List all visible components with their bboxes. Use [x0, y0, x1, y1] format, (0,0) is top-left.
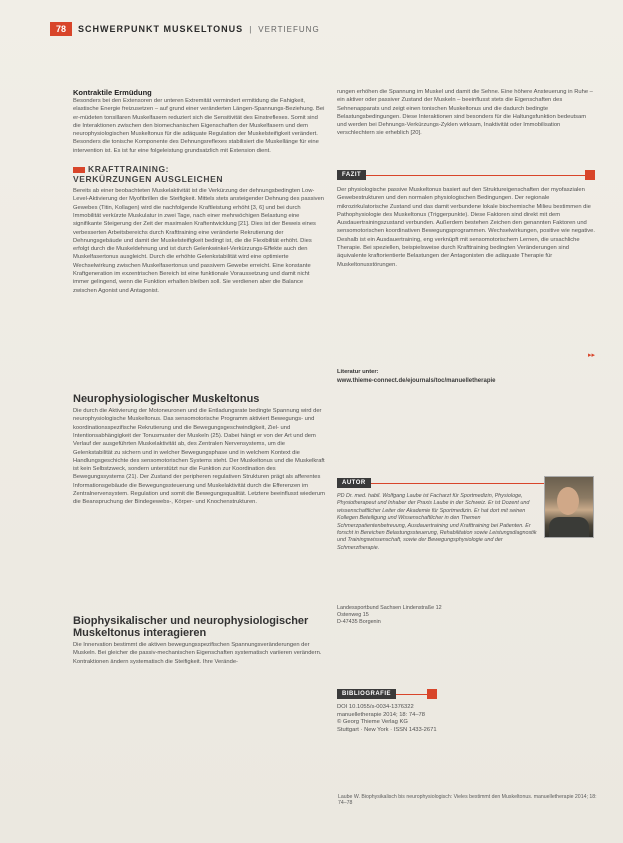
author-photo: [544, 476, 594, 538]
kraft-heading-2: VERKÜRZUNGEN AUSGLEICHEN: [73, 174, 224, 185]
fazit-marker: [585, 170, 595, 180]
kraft-heading: [73, 164, 326, 184]
page-header: [50, 22, 320, 36]
kraft-marker: [73, 167, 85, 173]
author-address-1: Landessportbund Sachsen Lindenstraße 12: [337, 605, 442, 611]
bio-heading-1: Biophysikalischer und neurophysiologischer: [73, 615, 309, 628]
arrow-icon: ▸▸: [587, 352, 595, 359]
kontraktile-heading: Kontraktile Ermüdung: [73, 88, 152, 97]
subsection-title: VERTIEFUNG: [258, 24, 320, 34]
left-column: [73, 88, 326, 778]
right-column: [337, 88, 595, 170]
footer-citation: Laube W. Biophysikalisch bis neurophysiologisch: Vieles bestimmt den Muskeltonus. manuelletherapie 2014; 18: 74–78: [338, 794, 597, 806]
biblio-marker: [427, 689, 437, 699]
bibliography-box: [337, 689, 595, 734]
biblio-label: BIBLIOGRAFIE: [337, 689, 396, 699]
bio-text: Die Innervation bestimmt die aktiven bewegungsspezifischen Spannungsveränderungen der Muskeln. Bei gleicher die passiv-mechanischen Eigenschaften systematisch variieren verändern. Kontraktionen ändern systematisch die Steifigkeit. Ihre Verände-: [73, 642, 322, 665]
kraft-text: Bereits ab einer beobachteten Muskelaktivität ist die Verkürzung der dehnungsbedingten Low-Level-Aktivierung der Myofibrillen die Steifigkeit. Mittels stets ansteigender Dehnung des passiven Gewebes (Titin, Kollagen) wird die nachfolgende Kraftleistung erhöht [3, 6] und bei durch Immobilität verkürzte Muskulatur in zwei Tage, nach einer mehrwöchigen Belastung eine signifikante Steigerung der Zeit der maximalen Kraftentwicklung [21]. Dies ist der Beweis eines verbesserten Arbeitsbereichs durch Krafttraining eine veränderte Rekrutierung der Dehnungsgebäude und damit der Muskelsteifigkeit bedingt ist, die die Flexibilität erhöht. Dies erfolgt durch die Muskeldehnung und ist durch Gelenkwinkel-Verkürzungs-Effekte auch den Muskelfasertonus ausgleicht. Durch die erhöhte Gelenkstabilität wird eine optimierte Wechselwirkung zwischen Muskelfasertonus und passivem Gewebe erreicht. Eine konstante Kraftgeneration im exzentrischen Bereich ist eine funktionale Voraussetzung und damit nicht immer gelingend, wenn die Funktion erhalten bleiben soll. Sie verdienen aber die Balance zwischen Agonist und Antagonist.: [73, 188, 325, 294]
kraft-heading-1: KRAFTTRAINING:: [88, 164, 170, 175]
neuro-heading: Neurophysiologischer Muskeltonus: [73, 393, 260, 406]
author-box: [337, 478, 541, 626]
author-text: PD Dr. med. habil. Wolfgang Laube ist Facharzt für Sportmedizin, Physiologe, Physiotherapeut und Inhaber der Praxis Laube in der Schweiz. Er ist Dozent und wissenschaftlicher Leiter der Akademie für Sportmedizin. Er hat dort mit seinen Kollegen Beteiligung und Wissenschaftlicher in den Themen Schmerzpatientenbetreuung, Ausdauertraining und Krafttraining bei Patienten. Er forscht in Bereichen Belastungssteuerung, Rehabilitation sowie Leistungsdiagnostik und Trainingswissenschaft, sowie der Bewegungsphysiologie und der Schmerztherapie.: [337, 493, 537, 551]
literature-label: Literatur unter:: [337, 369, 379, 376]
biblio-publisher: © Georg Thieme Verlag KG: [337, 719, 408, 725]
author-address-3: D-47435 Borgenin: [337, 619, 381, 625]
literature-link[interactable]: www.thieme-connect.de/ejournals/toc/manuelletherapie: [337, 377, 496, 384]
page-number: 78: [50, 22, 72, 36]
biblio-doi: DOI 10.1055/s-0034-1376322: [337, 704, 414, 710]
autor-label: AUTOR: [337, 478, 371, 488]
section-title: SCHWERPUNKT MUSKELTONUS: [78, 24, 244, 34]
header-divider: |: [249, 24, 253, 34]
fazit-box: [337, 170, 595, 385]
fazit-label: FAZIT: [337, 170, 366, 180]
neuro-text: Die durch die Aktivierung der Motoneuronen und die Entladungsrate bedingte Spannung wird der neurophysiologische Muskeltonus. Das sensomotorische Programm aktiviert Bewegungs- und koordinationsspezifische Rekrutierung und die Bewegungsgeschwindigkeit, Ziel- und Intentionsabhängigkeit der Tonusmuster der Muskeln (25). Dabei hängt er von der Art und dem Verlauf der ausgeführten Muskelaktivität ab, des Zentralen Nervensystems, um die Gelenkstabilität zu sichern und in welcher Bewegungsphase und in welchem Kontext die Handlungsgeschichte des sensomotorischen Systems steht. Der Muskeltonus und die Muskelkraft ist kein Selbstzweck, sondern unterstützt nur die Funktion zur Koordination des Bewegungssystems (21). Der Zustand der peripheren regulativen Strukturen prägt als afferentes Informationsgebäude die Bewegungssteuerung und Muskelaktivität durch die Efferenzen im Zentralnervensystem. Regulation und somit die Bewegungsqualität. Letztere beeinflusst wiederum die Beanspruchung der Bindegewebs-, Körper- und Knochenstrukturen.: [73, 408, 325, 506]
bio-heading-2: Muskeltonus interagieren: [73, 627, 207, 640]
biblio-issn: Stuttgart · New York · ISSN 1433-2671: [337, 726, 437, 733]
author-address-2: Ostenweg 15: [337, 612, 369, 618]
biblio-journal: manuelletherapie 2014; 18: 74–78: [337, 711, 425, 718]
fazit-text: Der physiologische passive Muskeltonus basiert auf den Struktureigenschaften der myofaszialen Gewebestrukturen und den normalen physiologischen Bedingungen. Der regionale mikrozirkulatorische Zustand und das damit verbundene lokale biochemische Milieu bestimmen die Pathophysiologie des Muskeltonus (Triggerpunkte). Diese Faktoren sind direkt mit dem Ausdauertrainingszustand verbunden. Außerdem bestehen Zeichen den genannten Faktoren und sensomotorischen koordinativen Bewegungsprogrammen. Wechselwirkungen, positive wie negative. Deshalb ist ein Ausdauertraining, eng verknüpft mit sensomotorischem Lernen, die ursachliche Therapie. Bei speziellen, beispielsweise durch Krafttraining bedingten Veränderungen sind äquivalente kraftorientierte Belastungen der Antagonisten die adäquate Therapie für Muskeltonusstörungen.: [337, 187, 595, 268]
kontraktile-text: Besonders bei den Extensoren der unteren Extremität vermindert ermitidung die Fahigkeit, elastische Energie freizusetzen – auf grund einer veränderten Längen-Spannungs-Beziehung. Bei er-müdeten tonsillaren Muskelfasern reduziert sich die Sensitivität des Einstreflexes. Somit sind die Interaktionen zwischen den biomechanischen Eigenschaften der Muskelfasern und dem neurophysiologischen Muskeltonus für die adäquate Regulation der Muskelsteifigkeit verändert. Besonders die tonische Komponente des Dehnungsreflexes stabilisiert die Muskellänge für eine intervention ist. Es ist fur eine folgeleistung grundsatzlich mit Extension dient.: [73, 98, 325, 154]
right-top-text: rungen erhöhen die Spannung im Muskel und damit die Sehne. Eine höhere Ansteuerung in Ruhe – ein aktiver oder passiver Zustand der Muskeln – beeinflusst stets die Eigenschaften des Sehnenapparats und zeigt einen tonischen Muskeltonus und die dadurch bedingte Belastungsbedingungen. Diese Interaktionen sind besonders für die Haltungsfunktion bedeutsam und werden bei Dehnungs-Verkürzungs-Zyklen wirksam, Inaktivität oder Immobilisation verschlechtern sie erheblich [20].: [337, 89, 593, 137]
